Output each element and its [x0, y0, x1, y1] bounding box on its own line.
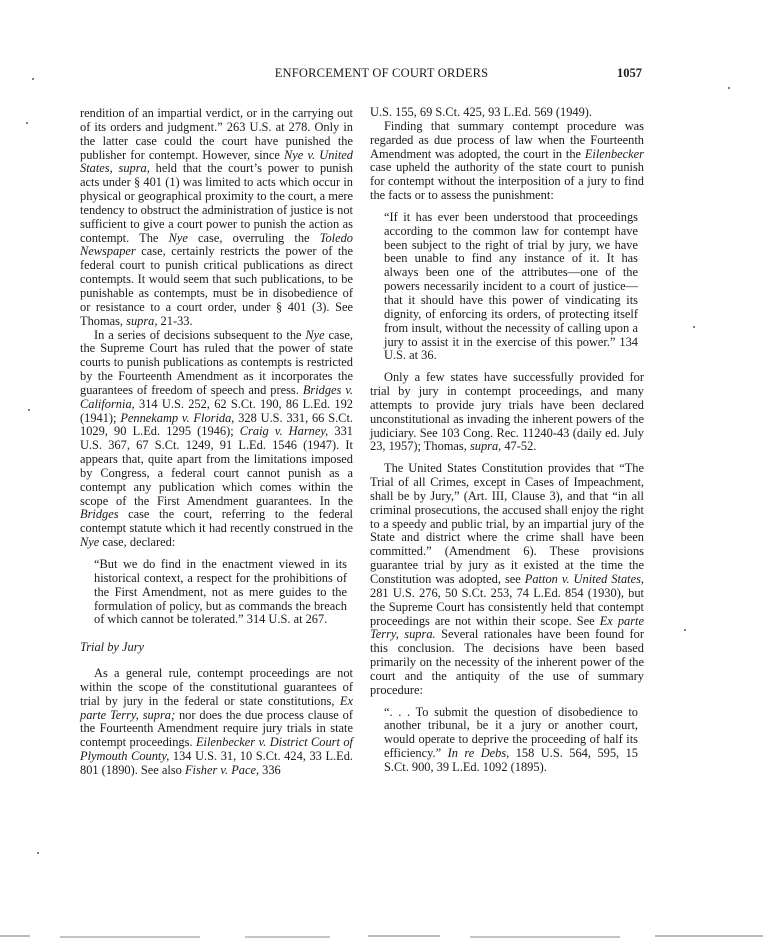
scan-speck [26, 122, 28, 124]
text-run: “. . . To submit the question of disobedience to another tribunal, be it a jury or another court, would operate to deprive the proceeding of half its efficiency.” [384, 704, 638, 761]
text-run: 331 U.S. 367, 67 S.Ct. 1249, 91 L.Ed. 1546 (1947). It appears that, quite apart from the limitations imposed by Congress, a federal court cannot punish as a contempt any publication which comes within the scope of the First Amendment guarantees. In the [80, 424, 353, 508]
italic-run: Eilenbecker [584, 146, 644, 161]
text-run: case, certainly restricts the power of the federal court to punish critical publications as direct contempts. It would seem that such publications, to be punishable as contempts, must be in disobedience of or resistance to a court order, under § 401 (3). See Thomas, [80, 244, 353, 328]
italic-run: Craig v. Harney, [239, 424, 329, 439]
text-run: case the court, referring to the federal contempt statute which it had recently construed in the [80, 507, 353, 536]
text-run: 336 [259, 762, 281, 777]
running-header-title: ENFORCEMENT OF COURT ORDERS [274, 66, 489, 80]
text-run: case, the Supreme Court has ruled that the power of state courts to punish publications as contempts is restricted by the Fourteenth Amendment as it incorporates the guarantees of freedom of speech and press. [80, 327, 353, 397]
text-run: The United States Constitution provides that “The Trial of all Crimes, except in Cases of Impeachment, shall be by Jury,” (Art. III, Clause 3), and that “in all criminal prosecutions, the accused shall enjoy the right to a speedy and public trial, by an impartial jury of the State and district where the crime shall have been committed.” (Amendment 6). These provisions guarantee trial by jury as it existed at the time the Constitution was adopted, see [370, 461, 644, 586]
scan-speck [684, 629, 686, 631]
text-run: “But we do find in the enactment viewed in its historical context, a respect for the prohibitions of the First Amendment, not as mere guides to the formulation of policy, but as commands the breach of which cannot be tolerated.” 314 U.S. at 267. [94, 557, 347, 627]
italic-run: Pennekamp v. Florida, [120, 410, 235, 425]
italic-run: Bridges v. California, [80, 382, 353, 411]
italic-run: Patton v. United States, [524, 572, 645, 586]
text-run: rendition of an impartial verdict, or in the carrying out of its orders and judgment.” 263 U.S. at 278. Only in the latter case could the court have punished the publisher for contempt. However, since [80, 106, 353, 162]
text-run: 328 U.S. 331, 66 S.Ct. 1029, 90 L.Ed. 1295 (1946); [80, 410, 353, 439]
text-run: “If it has ever been understood that proceedings according to the common law for contempt have been subject to the right of trial by jury, we have been unable to find any instance of it. It has always been one of the attributes—one of the powers necessarily incident to a court of justice—that it should have this power of vindicating its dignity, of enforcing its orders, of protecting itself from insult, without the necessity of calling upon a jury to assist it in the exercise of this power.” 134 U.S. at 36. [384, 209, 638, 363]
text-run: As a general rule, contempt proceedings are not within the scope of the constitutional guarantees of trial by jury in the federal or state constitutions, [80, 666, 353, 708]
italic-run: Ex parte Terry, supra. [370, 613, 644, 642]
scan-speck [37, 852, 39, 854]
text-run: In a series of decisions subsequent to the [94, 327, 306, 342]
scan-speck [28, 409, 30, 411]
text-run: Several rationales have been found for this conclusion. The decisions have been based primarily on the necessity of the inherent power of the court and the antiquity of the use of summary procedure: [370, 627, 644, 697]
italic-run: Bridges [80, 507, 119, 522]
scan-speck [728, 87, 730, 89]
italic-run: Eilenbecker v. District Court of Plymouth County, [80, 735, 353, 764]
scan-speck [32, 78, 34, 80]
text-run: 314 U.S. 252, 62 S.Ct. 190, 86 L.Ed. 192 (1941); [80, 396, 353, 425]
italic-run: In re Debs, [447, 746, 510, 761]
italic-run: Nye [168, 230, 188, 245]
text-run: case, overruling the [187, 230, 320, 245]
section-heading: Trial by Jury [80, 640, 145, 655]
italic-run: supra, [126, 313, 158, 328]
text-run: Only a few states have successfully provided for trial by jury in contempt proceedings, and many attempts to provide jury trials have been declared unconstitutional as invading the inherent powers of the judiciary. See 103 Cong. Rec. 11240-43 (daily ed. July 23, 1957); Thomas, [370, 370, 644, 454]
text-run: nor does the due process clause of the Fourteenth Amendment require jury trials in state contempt proceedings. [80, 707, 353, 750]
text-run: 47-52. [501, 439, 537, 454]
italic-run: Nye [305, 327, 325, 342]
text-run: case upheld the authority of the state court to punish for contempt without the interposition of a jury to find the facts or to assess the punishment: [370, 160, 644, 203]
text-run: 158 U.S. 564, 595, 15 S.Ct. 900, 39 L.Ed. 1092 (1895). [384, 746, 638, 774]
scan-speck [693, 326, 695, 328]
text-run: Finding that summary contempt procedure was regarded as due process of law when the Fourteenth Amendment was adopted, the court in the [370, 118, 644, 161]
italic-run: Nye v. United States, supra, [80, 147, 354, 176]
italic-run: Fisher v. Pace, [184, 762, 260, 777]
text-run: case, declared: [99, 535, 176, 550]
text-run: held that the court’s power to punish acts under § 401 (1) was limited to acts which occur in physical or geographical proximity to the court, a mere tendency to obstruct the administration of justice is not sufficient to give a court power to punish the action as contempt. The [80, 161, 353, 245]
italic-run: Ex parte Terry, supra; [80, 693, 353, 722]
text-run: U.S. 155, 69 S.Ct. 425, 93 L.Ed. 569 (1949). [370, 105, 593, 119]
text-run: 134 U.S. 31, 10 S.Ct. 424, 33 L.Ed. 801 (1890). See also [80, 749, 353, 777]
italic-run: Nye [80, 535, 100, 550]
text-run: 281 U.S. 276, 50 S.Ct. 253, 74 L.Ed. 854 (1930), but the Supreme Court has consistently held that contempt proceedings are not within their scope. See [370, 585, 644, 628]
text-run: 21-33. [157, 313, 193, 328]
italic-run: Toledo Newspaper [80, 230, 353, 259]
page-number: 1057 [617, 66, 642, 80]
italic-run: supra, [469, 439, 502, 454]
